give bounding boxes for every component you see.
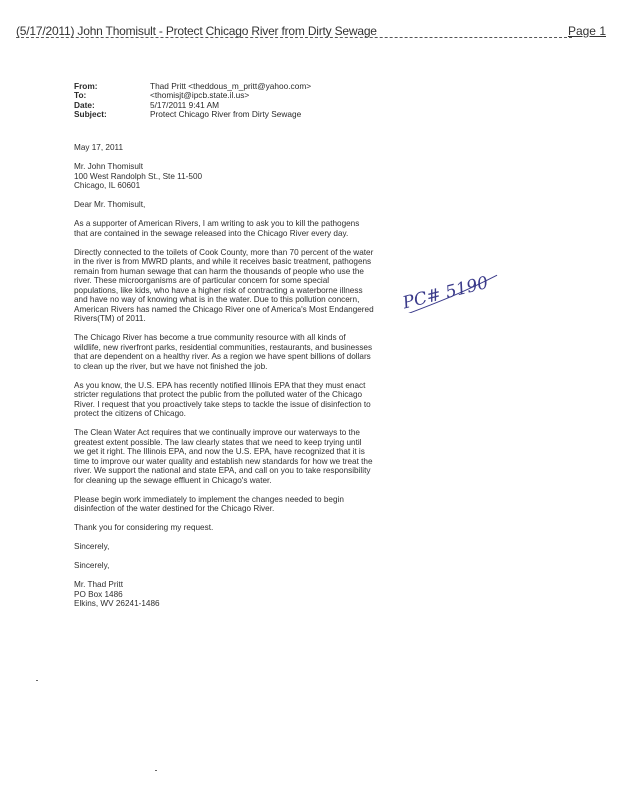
meta-label: Subject: <box>74 108 107 119</box>
paragraph: Directly connected to the toilets of Cook County, more than 70 percent of the water in the river is from MWRD plants, and while it receives basic treatment, pathogens remain from human sewage that can harm the thousands of people who use the river. These microorganisms are of particular concern for some special populations, like kids, who have a higher risk of contracting a waterborne illness and have no way of knowing what is in the water. Due to this pollution concern, American Rivers has named the Chicago River one of America's Most Endangered Rivers(TM) of 2011. <box>74 247 374 323</box>
signature-line: Elkins, WV 26241-1486 <box>74 599 160 608</box>
closing: Sincerely, <box>74 542 110 551</box>
meta-label: To: <box>74 90 87 101</box>
header-rule <box>16 37 572 38</box>
meta-from-value: Thad Pritt <theddous_m_pritt@yahoo.com> <box>150 81 312 91</box>
letter-date: May 17, 2011 <box>74 143 124 152</box>
letter-body <box>74 143 374 609</box>
scan-speck <box>155 770 157 771</box>
signature-block <box>74 580 374 609</box>
paragraph: Thank you for considering my request. <box>74 523 214 532</box>
page-header <box>16 22 606 42</box>
recipient-line: 100 West Randolph St., Ste 11-500 <box>74 171 203 181</box>
closing: Sincerely, <box>74 561 110 570</box>
paragraph: The Clean Water Act requires that we continually improve our waterways to the greatest extent possible. The law clearly states that we need to keep trying until we get it right. The Illinois EPA, and now the U.S. EPA, have recognized that it is time to improve our water quality and establish new standards for how we treat the river. We support the national and state EPA, and call on you to take responsibility for cleaning up the sewage effluent in Chicago's water. <box>74 428 373 485</box>
meta-date-value: 5/17/2011 9:41 AM <box>150 99 220 110</box>
paragraph: Please begin work immediately to implement the changes needed to begin disinfection of the water destined for the Chicago River. <box>74 494 344 513</box>
page-number: Page 1 <box>567 24 606 38</box>
salutation: Dear Mr. Thomisult, <box>74 200 146 209</box>
handwritten-text: PC# 5190 <box>400 272 491 313</box>
meta-label: Date: <box>74 99 95 110</box>
paragraph: As a supporter of American Rivers, I am writing to ask you to kill the pathogens that are contained in the sewage released into the Chicago River every day. <box>74 219 360 238</box>
recipient-address <box>74 162 374 191</box>
meta-row-subject <box>74 110 374 119</box>
signature-line: PO Box 1486 <box>74 589 123 599</box>
recipient-line: Chicago, IL 60601 <box>74 181 141 190</box>
paragraph: The Chicago River has become a true community resource with all kinds of wildlife, new riverfront parks, residential communities, restaurants, and businesses that are dependent on a healthy river. As a region we have spent billions of dollars to clean up the river, but we have not finished the job. <box>74 333 373 371</box>
meta-to-value: <thomisjt@ipcb.state.il.us> <box>150 90 250 101</box>
paragraph: As you know, the U.S. EPA has recently notified Illinois EPA that they must enact stricter regulations that protect the public from the polluted water of the Chicago River. I request that you proactively take steps to tackle the issue of disinfection to protect the citizens of Chicago. <box>74 380 371 418</box>
scan-speck <box>36 680 38 681</box>
meta-row-to <box>74 91 374 100</box>
meta-label: From: <box>74 81 98 91</box>
recipient-line: Mr. John Thomisult <box>74 162 144 171</box>
signature-line: Mr. Thad Pritt <box>74 580 123 589</box>
document-title: (5/17/2011) John Thomisult - Protect Chicago River from Dirty Sewage <box>16 24 377 38</box>
meta-subject-value: Protect Chicago River from Dirty Sewage <box>150 108 302 119</box>
handwritten-annotation <box>395 265 505 313</box>
email-meta <box>74 82 374 119</box>
